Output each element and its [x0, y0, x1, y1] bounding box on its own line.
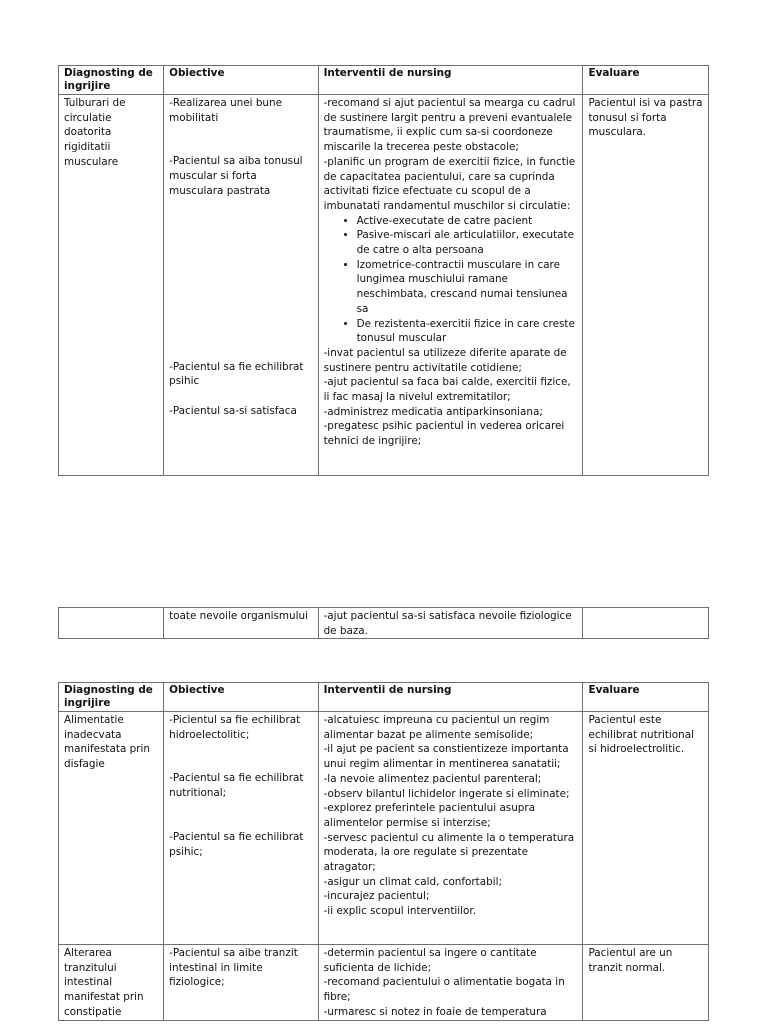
diagnosis-cell [59, 608, 164, 639]
header-interventions: Interventii de nursing [318, 66, 583, 95]
intervention-item: -recomand pacientului o alimentatie bogata in fibre; [323, 976, 565, 1004]
intervention-item: -alcatuiesc impreuna cu pacientul un regim alimentar bazat pe alimente semisolide; [323, 714, 550, 741]
objective-item: -Pacientul sa-si satisfaca [169, 404, 297, 417]
objective-item: -Pacientul sa fie echilibrat nutritional; [169, 772, 304, 800]
objectives-cell [164, 95, 318, 476]
header-diagnosis: Diagnosting de ingrijire [59, 66, 164, 95]
evaluation-cell: Pacientul isi va pastra tonusul si forta musculara. [583, 95, 709, 476]
table-row [59, 712, 709, 945]
intervention-item: -observ bilantul lichidelor ingerate si eliminate; [323, 787, 570, 800]
interventions-cell: -ajut pacientul sa-si satisfaca nevoile fiziologice de baza. [318, 608, 583, 639]
objectives-cell: toate nevoile organismului [164, 608, 318, 639]
list-item: • Izometrice-contractii musculare in care lungimea muschiului ramane neschimbata, crescand numai tensiunea sa [357, 258, 578, 317]
list-item: • Active-executate de catre pacient [357, 214, 578, 229]
care-plan-table-1-continued [58, 607, 709, 639]
interventions-cell [318, 95, 583, 476]
intervention-item: -servesc pacientul cu alimente la o temperatura moderata, la ore regulate si prezentate atragator; [323, 831, 575, 874]
exercise-list [324, 214, 578, 346]
interventions-cell [318, 945, 583, 1021]
intervention-item: -pregatesc psihic pacientul in vederea oricarei tehnici de ingrijire; [323, 420, 565, 448]
intervention-item: -la nevoie alimentez pacientul parenteral; [323, 772, 542, 785]
intervention-item: -explorez preferintele pacientului asupra alimentelor permise si interzise; [323, 802, 536, 829]
evaluation-cell: Pacientul este echilibrat nutritional si hidroelectrolitic. [583, 712, 709, 945]
header-objectives: Obiective [164, 66, 318, 95]
intervention-item: -il ajut pe pacient sa constientizeze importanta unui regim alimentar in mentinerea sanatatii; [323, 743, 569, 771]
care-plan-table-2 [58, 682, 709, 1021]
diagnosis-cell: Alimentatie inadecvata manifestata prin disfagie [59, 712, 164, 945]
objective-item: -Picientul sa fie echilibrat hidroelectolitic; [169, 714, 301, 741]
table-header-row [59, 66, 709, 95]
diagnosis-cell: Tulburari de circulatie doatorita rigiditatii musculare [59, 95, 164, 476]
objective-item: -Realizarea unei bune mobilitati [169, 97, 282, 124]
intervention-item: -administrez medicatia antiparkinsoniana; [323, 405, 543, 418]
intervention-item: -recomand si ajut pacientul sa mearga cu cadrul de sustinere largit pentru a preveni evantualele traumatisme, ii explic cum sa-si coordoneze miscarile la trecerea peste obstacole; [323, 97, 576, 154]
objective-item: -Pacientul sa aiba tonusul muscular si forta musculara pastrata [169, 155, 303, 197]
interventions-cell [318, 712, 583, 945]
list-item: • Pasive-miscari ale articulatiilor, executate de catre o alta persoana [357, 228, 578, 257]
header-objectives: Obiective [164, 683, 318, 712]
objective-item: -Pacientul sa fie echilibrat psihic [169, 360, 304, 388]
table-header-row [59, 683, 709, 712]
intervention-item: -ajut pacientul sa faca bai calde, exercitii fizice, ii fac masaj la nivelul extremitatilor; [323, 376, 571, 404]
objective-item: -Pacientul sa fie echilibrat psihic; [169, 830, 304, 858]
intervention-item: -urmaresc si notez in foaie de temperatura [323, 1005, 547, 1018]
header-evaluation: Evaluare [583, 683, 709, 712]
intervention-item: -incurajez pacientul; [323, 890, 430, 903]
header-evaluation: Evaluare [583, 66, 709, 95]
header-interventions: Interventii de nursing [318, 683, 583, 712]
intervention-item: -determin pacientul sa ingere o cantitate suficienta de lichide; [323, 947, 537, 974]
intervention-item: -invat pacientul sa utilizeze diferite aparate de sustinere pentru activitatile cotidiene; [323, 346, 567, 374]
objective-item: -Pacientul sa aibe tranzit intestinal in limite fiziologice; [169, 947, 298, 989]
list-item: • De rezistenta-exercitii fizice in care creste tonusul muscular [357, 317, 578, 346]
intervention-item: -ii explic scopul interventiilor. [323, 905, 477, 918]
intervention-item: -planific un program de exercitii fizice, in functie de capacitatea pacientului, care sa cuprinda activitati fizice efectuate cu scopul de a imbunatati randamentul muschilor si circulatie: [323, 155, 576, 212]
header-diagnosis: Diagnosting de ingrijire [59, 683, 164, 712]
objectives-cell [164, 945, 318, 1021]
diagnosis-cell: Alterarea tranzitului intestinal manifestat prin constipatie [59, 945, 164, 1021]
evaluation-cell: Pacientul are un tranzit normal. [583, 945, 709, 1021]
table-row [59, 95, 709, 476]
care-plan-table-1 [58, 65, 709, 476]
objectives-cell [164, 712, 318, 945]
table-row [59, 608, 709, 639]
evaluation-cell [583, 608, 709, 639]
table-row [59, 945, 709, 1021]
intervention-item: -asigur un climat cald, confortabil; [323, 875, 502, 888]
